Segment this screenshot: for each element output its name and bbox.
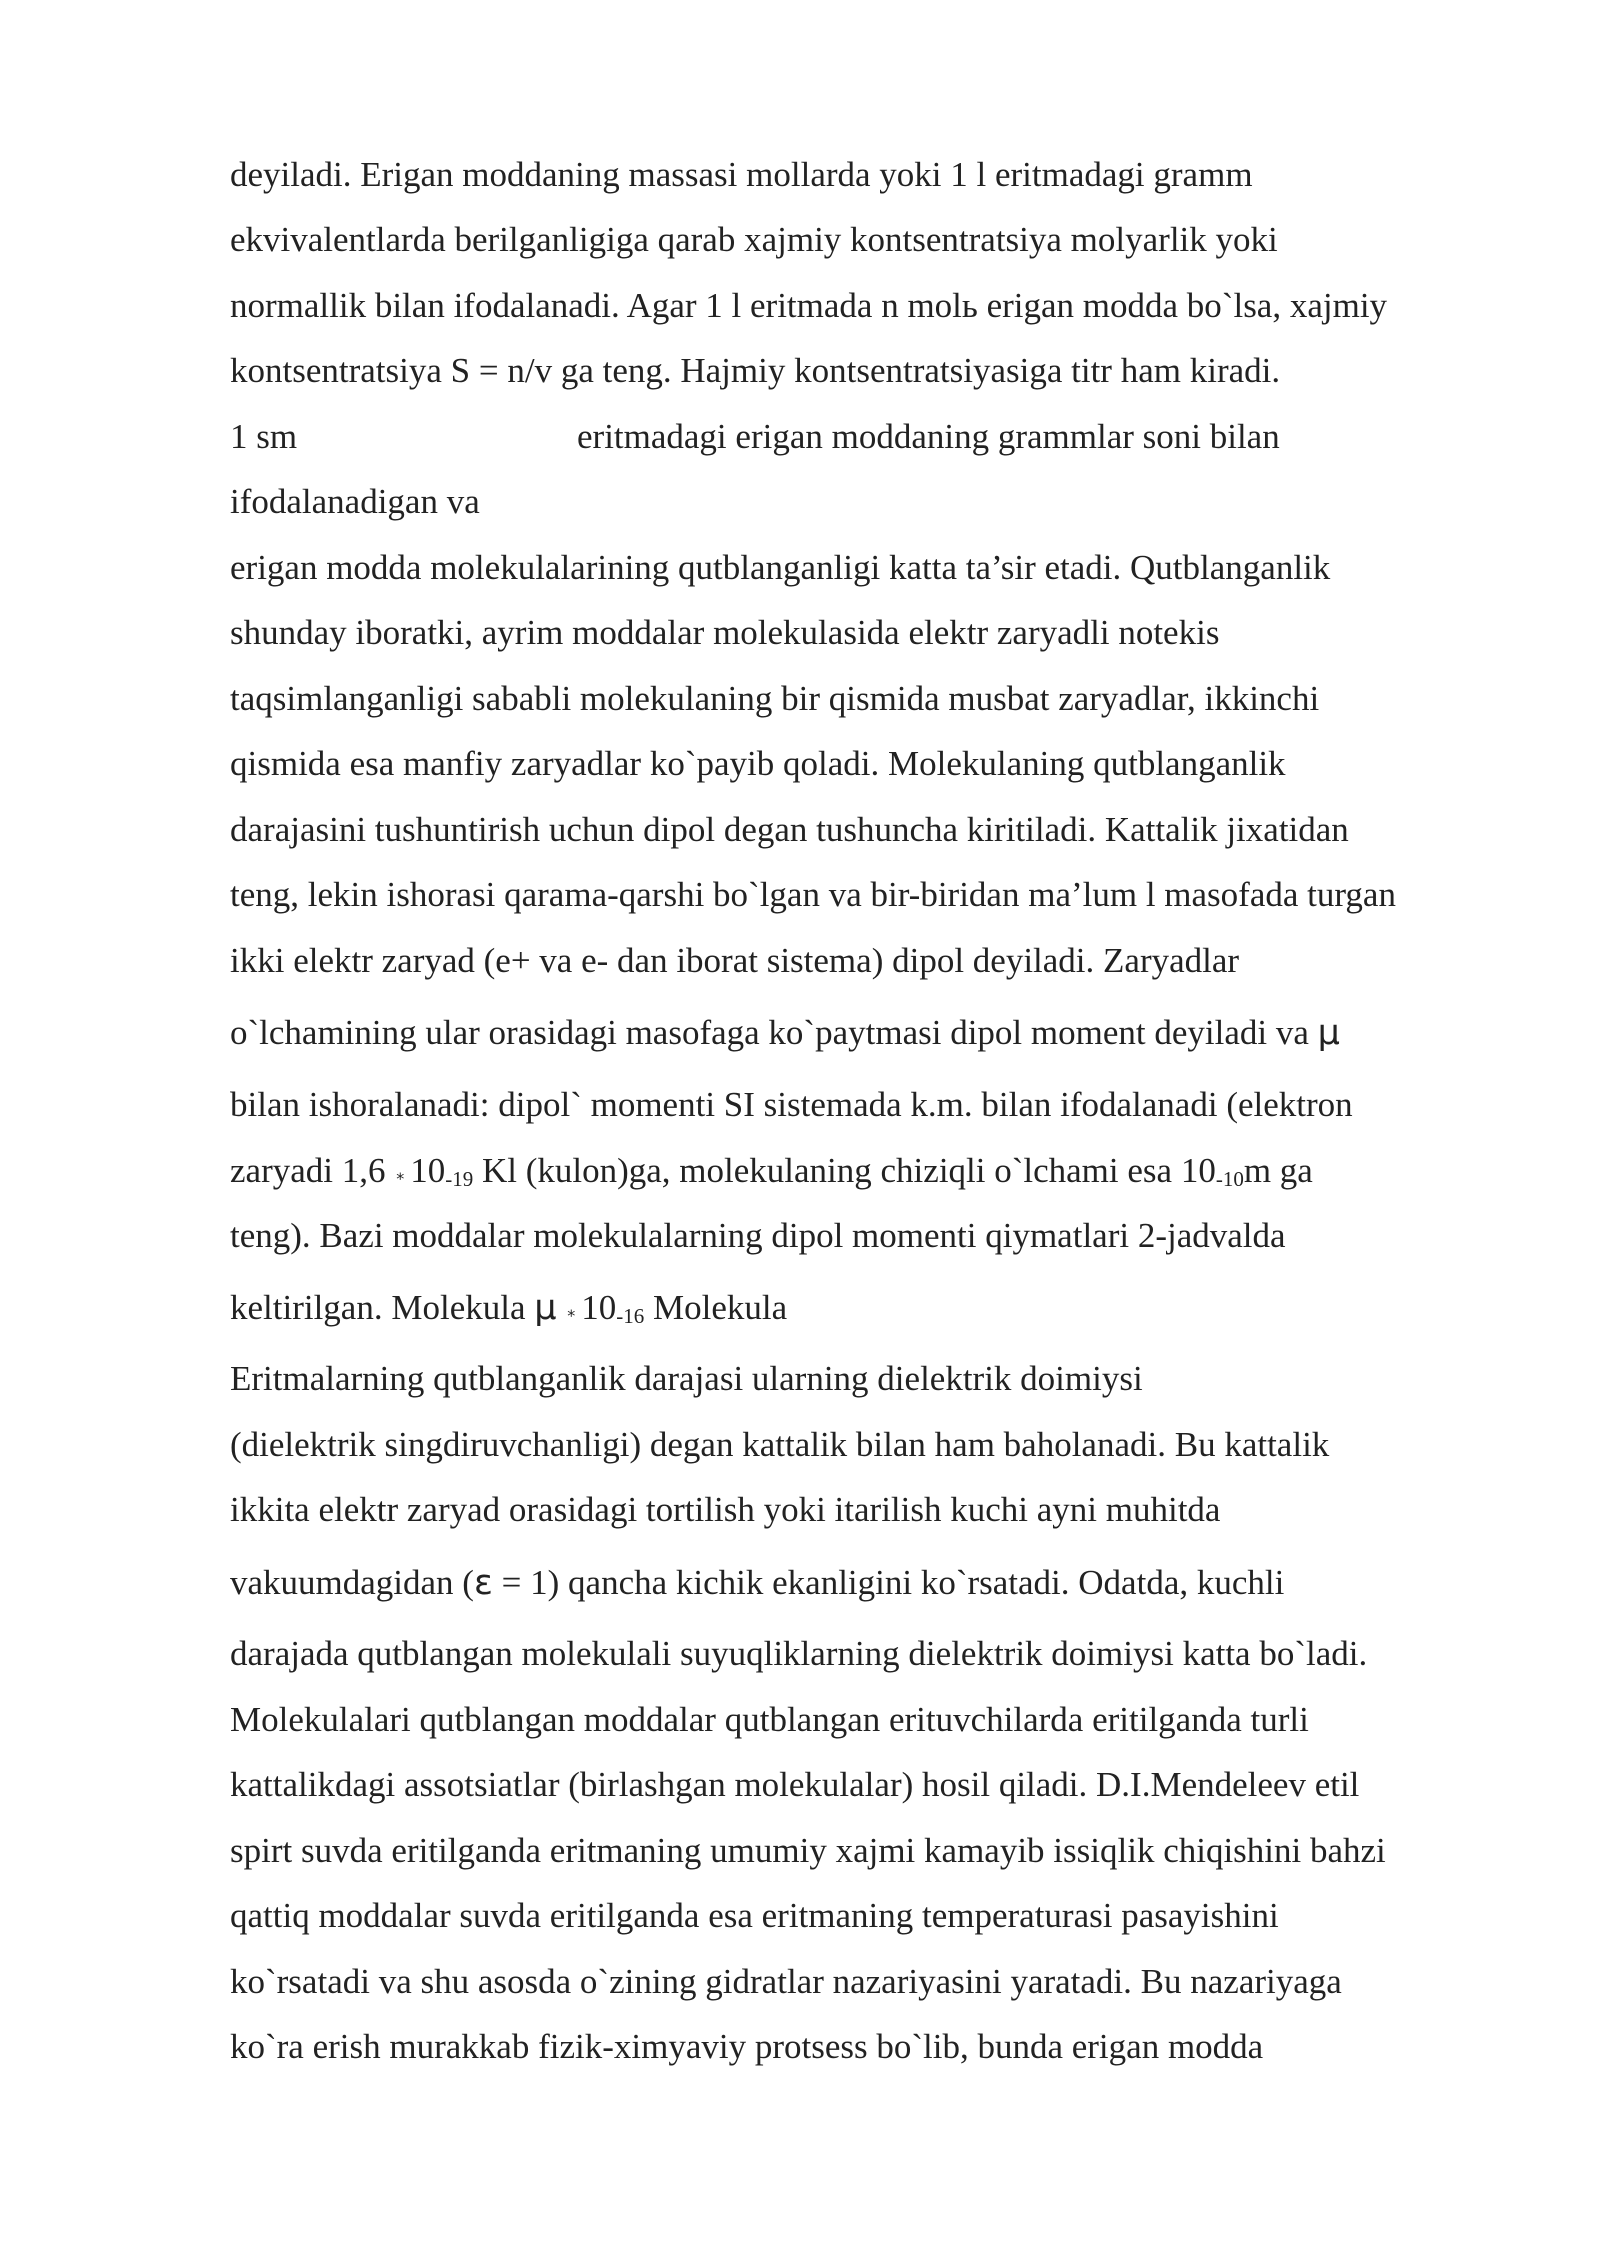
text-line <box>230 1286 787 1336</box>
text-line: darajasini tushuntirish uchun dipol degan tushuncha kiritiladi. Kattalik jixatidan <box>230 810 1349 849</box>
text-line: (dielektrik singdiruvchanligi) degan kattalik bilan ham baholanadi. Bu kattalik <box>230 1425 1330 1464</box>
text-line: qattiq moddalar suvda eritilganda esa eritmaning temperaturasi pasayishini <box>230 1896 1279 1935</box>
text-line: ko`rsatadi va shu asosda o`zining gidratlar nazariyasini yaratadi. Bu nazariyaga <box>230 1962 1342 2001</box>
mu-symbol: μ <box>1317 1013 1340 1053</box>
text-line: eritmadagi erigan moddaning grammlar soni bilan <box>577 417 1280 456</box>
multiplication-star: * <box>396 1169 405 1188</box>
text-line: 1 sm <box>230 417 298 456</box>
text-line: teng). Bazi moddalar molekulalarning dipol momenti qiymatlari 2-jadvalda <box>230 1216 1286 1255</box>
exponent: -19 <box>445 1167 474 1191</box>
text-line: erigan modda molekulalarining qutblanganligi katta ta’sir etadi. Qutblanganlik <box>230 548 1331 587</box>
text-segment: 10 <box>410 1151 446 1190</box>
text-segment: = 1) qancha kichik ekanligini ko`rsatadi. Odatda, kuchli <box>492 1563 1285 1602</box>
text-line: kattalikdagi assotsiatlar (birlashgan molekulalar) hosil qiladi. D.I.Mendeleev etil <box>230 1765 1360 1804</box>
text-line: ekvivalentlarda berilganligiga qarab xajmiy kontsentratsiya molyarlik yoki <box>230 220 1278 259</box>
text-line: kontsentratsiya S = n/v ga teng. Hajmiy kontsentratsiyasiga titr ham kiradi. <box>230 351 1281 390</box>
exponent: -16 <box>616 1304 645 1328</box>
text-line: taqsimlanganligi sababli molekulaning bir qismida musbat zaryadlar, ikkinchi <box>230 679 1320 718</box>
text-line: spirt suvda eritilganda eritmaning umumiy xajmi kamayib issiqlik chiqishini bahzi <box>230 1831 1386 1870</box>
exponent: -10 <box>1215 1167 1244 1191</box>
text-line: darajada qutblangan molekulali suyuqliklarning dielektrik doimiysi katta bo`ladi. <box>230 1634 1368 1673</box>
text-segment: m ga <box>1243 1151 1313 1190</box>
text-line: Molekulalari qutblangan moddalar qutblangan erituvchilarda eritilganda turli <box>230 1700 1309 1739</box>
multiplication-star: * <box>567 1306 576 1325</box>
text-line: ifodalanadigan va <box>230 482 480 521</box>
text-segment: zaryadi 1,6 <box>230 1151 386 1190</box>
mu-symbol: μ <box>534 1288 557 1328</box>
text-segment: Kl (kulon)ga, molekulaning chiziqli o`lchami esa 10 <box>481 1151 1216 1190</box>
text-line: normallik bilan ifodalanadi. Agar 1 l eritmada n molь erigan modda bo`lsa, xajmiy <box>230 286 1388 325</box>
text-line: deyiladi. Erigan moddaning massasi mollarda yoki 1 l eritmadagi gramm <box>230 155 1253 194</box>
text-line: bilan ishoralanadi: dipol` momenti SI sistemada k.m. bilan ifodalanadi (elektron <box>230 1085 1353 1124</box>
text-line: shunday iboratki, ayrim moddalar molekulasida elektr zaryadli notekis <box>230 613 1220 652</box>
text-segment: Molekula <box>653 1288 788 1327</box>
text-line: ikkita elektr zaryad orasidagi tortilish yoki itarilish kuchi ayni muhitda <box>230 1490 1221 1529</box>
text-line: Eritmalarning qutblanganlik darajasi ularning dielektrik doimiysi <box>230 1359 1143 1398</box>
epsilon-symbol: ε <box>473 1563 493 1603</box>
text-segment: keltirilgan. Molekula <box>230 1288 535 1327</box>
text-line <box>230 1011 1340 1055</box>
text-segment: 10 <box>581 1288 617 1327</box>
text-line: qismida esa manfiy zaryadlar ko`payib qoladi. Molekulaning qutblanganlik <box>230 744 1286 783</box>
text-line: ikki elektr zaryad (e+ va e- dan iborat sistema) dipol deyiladi. Zaryadlar <box>230 941 1240 980</box>
text-line <box>230 1149 1313 1199</box>
text-line <box>230 1561 1284 1605</box>
text-segment: vakuumdagidan ( <box>230 1563 474 1602</box>
text-line: ko`ra erish murakkab fizik-ximyaviy protsess bo`lib, bunda erigan modda <box>230 2027 1264 2066</box>
text-line: teng, lekin ishorasi qarama-qarshi bo`lgan va bir-biridan ma’lum l masofada turgan <box>230 875 1396 914</box>
text-segment: o`lchamining ular orasidagi masofaga ko`paytmasi dipol moment deyiladi va <box>230 1013 1318 1052</box>
